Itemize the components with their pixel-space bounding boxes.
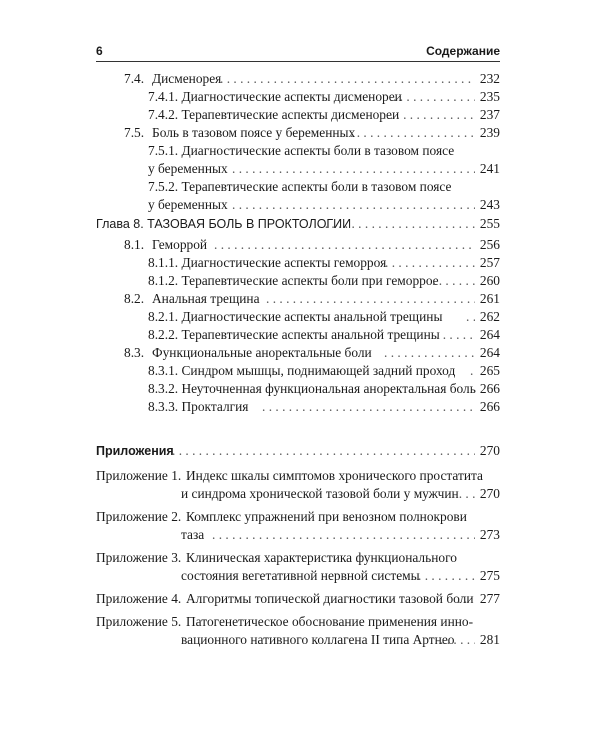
toc-chapter-8[interactable]: [0, 215, 600, 233]
dot-leader: [266, 290, 475, 308]
toc-entry-8-3-1[interactable]: [0, 362, 600, 380]
dot-leader: [440, 631, 475, 649]
entry-title: Алгоритмы топической диагностики тазовой боли: [186, 591, 474, 606]
appendix-number: Приложение 3.: [96, 550, 182, 565]
dot-leader: [350, 124, 475, 142]
dot-leader: [470, 362, 475, 380]
dot-leader: [318, 215, 475, 233]
page-number: 6: [96, 44, 103, 58]
entry-title: Анальная трещина: [152, 291, 260, 306]
entry-page: 260: [479, 273, 500, 288]
entry-title: 7.4.1. Диагностические аспекты дисменореи: [148, 89, 402, 104]
toc-entry-8-3[interactable]: [0, 344, 600, 362]
entry-title: Функциональные аноректальные боли: [152, 345, 372, 360]
header-rule: [96, 61, 500, 62]
dot-leader: [393, 88, 475, 106]
appendix-number: Приложение 1.: [96, 468, 182, 483]
entry-title: 8.3.1. Синдром мышцы, поднимающей задний проход: [148, 363, 456, 378]
entry-page: 241: [479, 161, 500, 176]
entry-title: Патогенетическое обоснование применения инно-: [186, 614, 474, 629]
entry-title: Комплекс упражнений при венозном полнокрови: [186, 509, 467, 524]
entry-page: 266: [479, 399, 500, 414]
toc-appendices[interactable]: [0, 442, 600, 460]
section-number: 8.1.: [124, 237, 145, 252]
dot-leader: [385, 254, 475, 272]
entry-title: 8.2.1. Диагностические аспекты анальной трещины: [148, 309, 443, 324]
entry-title: Геморрой: [152, 237, 208, 252]
entry-page: 264: [479, 327, 500, 342]
entry-title: вационного нативного коллагена II типа Артнео: [181, 632, 455, 647]
entry-title: 7.5.1. Диагностические аспекты боли в тазовом поясе: [148, 143, 455, 158]
dot-leader: [172, 442, 475, 460]
entry-title: 8.1.2. Терапевтические аспекты боли при геморрое: [148, 273, 439, 288]
entry-title: Боль в тазовом поясе у беременных: [152, 125, 356, 140]
entry-title: у беременных: [148, 161, 228, 176]
dot-leader: [452, 485, 475, 503]
toc-entry-8-2-1[interactable]: [0, 308, 600, 326]
dot-leader: [214, 236, 475, 254]
toc-appendix-2[interactable]: [0, 508, 600, 526]
dot-leader: [466, 308, 475, 326]
entry-page: 264: [479, 345, 500, 360]
toc-entry-8-3-2[interactable]: [0, 380, 600, 398]
appendix-number: Приложение 4.: [96, 591, 182, 606]
entry-page: 237: [479, 107, 500, 122]
entry-title: 8.3.2. Неуточненная функциональная аноректальная боль: [148, 381, 476, 396]
toc-appendix-4[interactable]: [0, 590, 600, 608]
entry-page: 261: [479, 291, 500, 306]
toc-appendix-2-cont[interactable]: [0, 526, 600, 544]
toc-entry-7-5-2-cont[interactable]: [0, 196, 600, 214]
entry-title: Индекс шкалы симптомов хронического простатита: [186, 468, 483, 483]
toc-entry-7-5[interactable]: [0, 124, 600, 142]
entry-page: 243: [479, 197, 500, 212]
entry-page: 277: [479, 591, 500, 606]
entry-title: 8.2.2. Терапевтические аспекты анальной трещины: [148, 327, 440, 342]
entry-page: 270: [479, 486, 500, 501]
entry-page: 275: [479, 568, 500, 583]
appendices-title: Приложения: [96, 444, 174, 458]
toc-entry-7-4-2[interactable]: [0, 106, 600, 124]
entry-title: и синдрома хронической тазовой боли у мужчин: [181, 486, 459, 501]
entry-page: 281: [479, 632, 500, 647]
toc-entry-7-5-2[interactable]: [0, 178, 600, 196]
toc-appendix-1[interactable]: [0, 467, 600, 485]
dot-leader: [384, 344, 475, 362]
toc-entry-7-5-1-cont[interactable]: [0, 160, 600, 178]
toc-entry-8-1[interactable]: [0, 236, 600, 254]
section-number: 8.2.: [124, 291, 145, 306]
dot-leader: [457, 590, 475, 608]
entry-page: 266: [479, 381, 500, 396]
entry-title: 7.4.2. Терапевтические аспекты дисменореи: [148, 107, 400, 122]
entry-page: 235: [479, 89, 500, 104]
dot-leader: [436, 326, 475, 344]
entry-page: 262: [479, 309, 500, 324]
dot-leader: [220, 70, 474, 88]
entry-title: Дисменорея: [152, 71, 222, 86]
entry-title: у беременных: [148, 197, 228, 212]
section-number: 7.5.: [124, 125, 145, 140]
dot-leader: [383, 106, 475, 124]
entry-title: таза: [181, 527, 205, 542]
entry-title: 8.3.3. Прокталгия: [148, 399, 249, 414]
toc-entry-7-4-1[interactable]: [0, 88, 600, 106]
toc-appendix-3-cont[interactable]: [0, 567, 600, 585]
entry-page: 257: [479, 255, 500, 270]
dot-leader: [212, 526, 475, 544]
toc-appendix-5[interactable]: [0, 613, 600, 631]
dot-leader: [232, 160, 475, 178]
toc-entry-8-3-3[interactable]: [0, 398, 600, 416]
dot-leader: [262, 398, 475, 416]
toc-entry-8-2-2[interactable]: [0, 326, 600, 344]
chapter-title: Глава 8. ТАЗОВАЯ БОЛЬ В ПРОКТОЛОГИИ: [96, 217, 352, 231]
appendix-number: Приложение 5.: [96, 614, 182, 629]
entry-title: 7.5.2. Терапевтические аспекты боли в тазовом поясе: [148, 179, 452, 194]
appendix-number: Приложение 2.: [96, 509, 182, 524]
entry-title: 8.1.1. Диагностические аспекты геморроя: [148, 255, 387, 270]
entry-page: 273: [479, 527, 500, 542]
entry-page: 232: [479, 71, 500, 86]
toc-appendix-3[interactable]: [0, 549, 600, 567]
running-title: Содержание: [426, 44, 500, 58]
running-header: [82, 44, 500, 60]
dot-leader: [432, 272, 475, 290]
toc-entry-7-5-1[interactable]: [0, 142, 600, 160]
dot-leader: [418, 567, 475, 585]
entry-page: 265: [479, 363, 500, 378]
entry-page: 270: [479, 443, 500, 458]
toc-entry-8-1-2[interactable]: [0, 272, 600, 290]
dot-leader: [232, 196, 475, 214]
entry-page: 256: [479, 237, 500, 252]
section-number: 7.4.: [124, 71, 145, 86]
toc-entry-8-1-1[interactable]: [0, 254, 600, 272]
section-number: 8.3.: [124, 345, 145, 360]
toc-appendix-5-cont[interactable]: [0, 631, 600, 649]
entry-page: 255: [479, 216, 500, 231]
toc-entry-8-2[interactable]: [0, 290, 600, 308]
toc-entry-7-4[interactable]: [0, 70, 600, 88]
entry-title: состояния вегетативной нервной системы: [181, 568, 420, 583]
entry-title: Клиническая характеристика функционального: [186, 550, 457, 565]
toc-appendix-1-cont[interactable]: [0, 485, 600, 503]
entry-page: 239: [479, 125, 500, 140]
